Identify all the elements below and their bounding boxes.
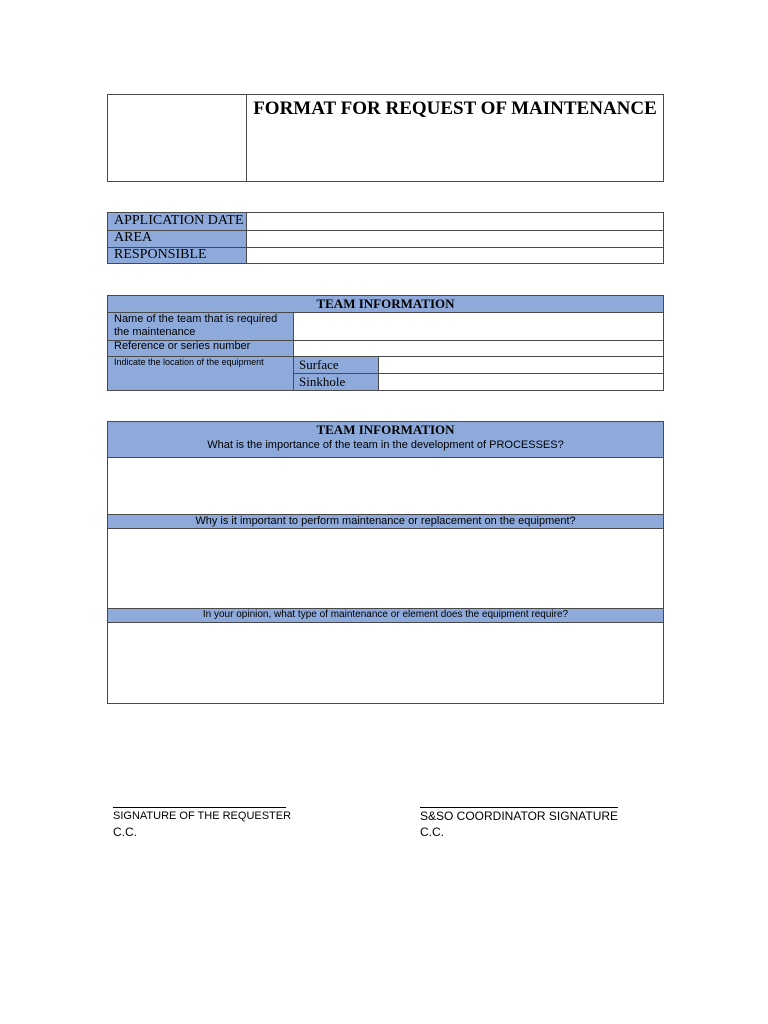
team-information-table	[107, 295, 664, 391]
location-label: Indicate the location of the equipment	[114, 357, 264, 367]
coordinator-signature-line	[420, 807, 618, 808]
answer-importance-field[interactable]	[108, 458, 663, 514]
header-table	[107, 94, 664, 182]
team-name-field[interactable]	[294, 313, 663, 340]
surface-option-label: Surface	[299, 357, 339, 372]
coordinator-cc-label: C.C.	[420, 825, 444, 839]
requester-signature-line	[113, 807, 286, 808]
area-label: AREA	[114, 230, 153, 245]
requester-signature-label: SIGNATURE OF THE REQUESTER	[113, 810, 292, 822]
document-title: FORMAT FOR REQUEST OF MAINTENANCE	[253, 98, 657, 119]
answer-maintenance-type-field[interactable]	[108, 623, 663, 703]
area-field[interactable]	[247, 230, 663, 247]
requester-cc-label: C.C.	[113, 825, 137, 839]
team-information-title: TEAM INFORMATION	[316, 296, 455, 311]
sinkhole-field[interactable]	[379, 374, 663, 390]
responsible-label: RESPONSIBLE	[114, 247, 207, 262]
application-date-label: APPLICATION DATE	[114, 213, 244, 228]
application-date-field[interactable]	[247, 213, 663, 230]
team-name-label: Name of the team that is required the maintenance	[114, 313, 278, 338]
question-maintenance-type: In your opinion, what type of maintenance or element does the equipment require?	[202, 609, 569, 620]
responsible-field[interactable]	[247, 247, 663, 264]
application-table	[107, 212, 664, 264]
reference-field[interactable]	[294, 341, 663, 356]
answer-why-maintenance-field[interactable]	[108, 529, 663, 607]
sinkhole-option-label: Sinkhole	[299, 374, 346, 389]
question-why-maintenance: Why is it important to perform maintenance or replacement on the equipment?	[195, 515, 576, 527]
team-questions-table	[107, 421, 664, 704]
logo-cell	[108, 95, 247, 181]
question-importance: What is the importance of the team in the development of PROCESSES?	[207, 439, 564, 451]
team-questions-title: TEAM INFORMATION	[316, 422, 455, 437]
coordinator-signature-label: S&SO COORDINATOR SIGNATURE	[420, 809, 619, 823]
reference-label: Reference or series number	[114, 340, 251, 352]
surface-field[interactable]	[379, 357, 663, 373]
